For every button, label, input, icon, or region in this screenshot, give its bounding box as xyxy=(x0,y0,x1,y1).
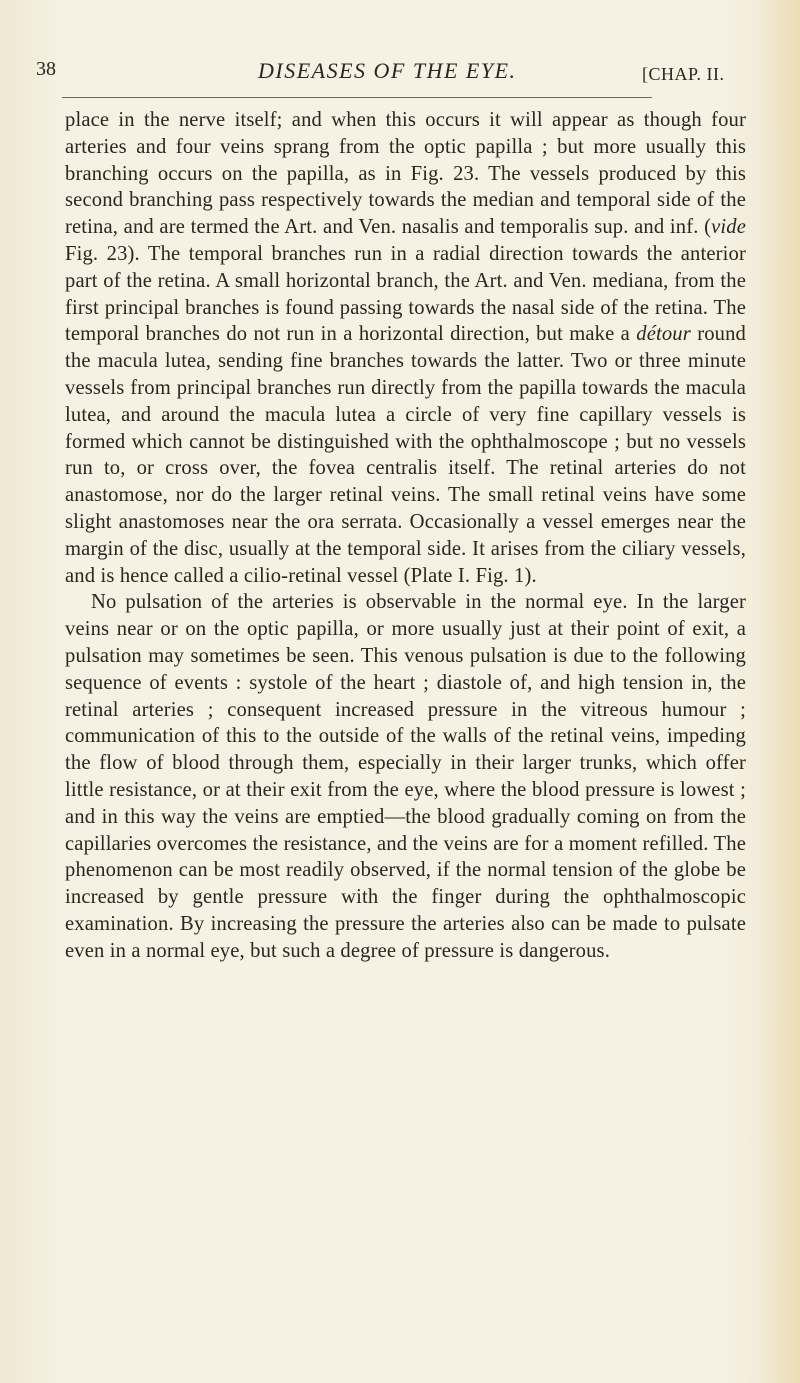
page-edge-shading xyxy=(760,0,800,1383)
paragraph-1-part-3: round the macula lutea, sending fine branches towards the latter. Two or three minute vessels from principal branches run directly from the papilla towards the macula lutea, and around the macula lutea a circle of very fine capillary vessels is formed which cannot be distinguished with the ophthalmoscope ; but no vessels run to, or cross over, the fovea centralis itself. The retinal arteries do not anastomose, nor do the larger retinal veins. The small retinal veins have some slight anastomoses near the ora serrata. Occasionally a vessel emerges near the margin of the disc, usually at the temporal side. It arises from the ciliary vessels, and is hence called a cilio-retinal vessel (Plate I. Fig. 1). xyxy=(65,323,746,587)
running-header xyxy=(36,58,746,98)
paragraph-1 xyxy=(65,107,746,589)
chapter-mark: [CHAP. II. xyxy=(642,64,725,84)
running-title: DISEASES OF THE EYE. xyxy=(258,58,517,83)
page-number: 38 xyxy=(36,58,56,80)
paragraph-2: No pulsation of the arteries is observable in the normal eye. In the larger veins near or on the optic papilla, or more usually just at their point of exit, a pulsation may sometimes be seen. This venous pulsation is due to the following sequence of events : systole of the heart ; diastole of, and high tension in, the retinal arteries ; consequent increased pressure in the vitreous humour ; communication of this to the outside of the walls of the retinal veins, impeding the flow of blood through them, especially in their larger trunks, which offer little resistance, or at their exit from the eye, where the blood pressure is lowest ; and in this way the veins are emptied—the blood gradually coming on from the capillaries overcomes the resistance, and the veins are for a moment refilled. The phenomenon can be most readily observed, if the normal tension of the globe be increased by gentle pressure with the finger during the ophthalmoscopic examination. By increasing the pressure the arteries also can be made to pulsate even in a normal eye, but such a degree of pressure is dangerous. xyxy=(65,591,746,962)
body-text xyxy=(65,107,746,965)
paragraph-1-part-1: place in the nerve itself; and when this occurs it will appear as though four arteries and four veins sprang from the optic papilla ; but more usually this branching occurs on the papilla, as in Fig. 23. The vessels produced by this second branching pass respectively towards the median and temporal side of the retina, and are termed the Art. and Ven. nasalis and temporalis sup. and inf. ( xyxy=(65,109,746,239)
detour-term: détour xyxy=(636,323,691,346)
vide-term: vide xyxy=(711,216,746,239)
header-rule xyxy=(62,97,652,98)
paragraph-1-part-2: Fig. 23). The temporal branches run in a radial direction towards the anterior part of the retina. A small horizontal branch, the Art. and Ven. mediana, from the first principal branches is found passing towards the nasal side of the retina. The temporal branches do not run in a horizontal direction, but make a xyxy=(65,242,746,346)
